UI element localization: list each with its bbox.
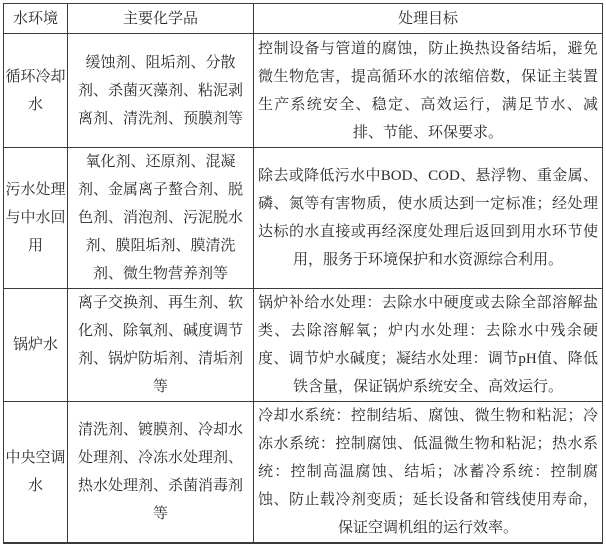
goals-cell: 除去或降低污水中BOD、COD、悬浮物、重金属、磷、氮等有害物质，使水质达到一定标准；经处理达标的水直接或再经深度处理后返回到用水环节使用，服务于环境保护和水资源综合利用。 (254, 148, 603, 289)
table-row-circulating-cooling-water (4, 34, 603, 148)
header-main-chemicals: 主要化学品 (68, 4, 254, 34)
chemicals-cell: 氧化剂、还原剂、混凝剂、金属离子螯合剂、脱色剂、消泡剂、污泥脱水剂、膜阻垢剂、膜清洗剂、微生物营养剂等 (68, 148, 254, 289)
goals-cell: 冷却水系统：控制结垢、腐蚀、微生物和粘泥；冷冻水系统：控制腐蚀、低温微生物和粘泥；热水系统：控制高温腐蚀、结垢；冰蓄冷系统：控制腐蚀、防止载冷剂变质；延长设备和管线使用寿命，保证空调机组的运行效率。 (254, 402, 603, 544)
environment-cell: 中央空调水 (4, 402, 68, 544)
header-water-environment: 水环境 (4, 4, 68, 34)
environment-cell: 锅炉水 (4, 289, 68, 402)
table-row-boiler-water (4, 289, 603, 402)
environment-cell: 循环冷却水 (4, 34, 68, 148)
chemicals-cell: 清洗剂、镀膜剂、冷却水处理剂、冷冻水处理剂、热水处理剂、杀菌消毒剂等 (68, 402, 254, 544)
header-treatment-goals: 处理目标 (254, 4, 603, 34)
goals-cell: 锅炉补给水处理：去除水中硬度或去除全部溶解盐类、去除溶解氧；炉内水处理：去除水中残余硬度、调节炉水碱度；凝结水处理：调节pH值、降低铁含量，保证锅炉系统安全、高效运行。 (254, 289, 603, 402)
chemicals-cell: 缓蚀剂、阻垢剂、分散剂、杀菌灭藻剂、粘泥剥离剂、清洗剂、预膜剂等 (68, 34, 254, 148)
goals-cell: 控制设备与管道的腐蚀，防止换热设备结垢，避免微生物危害，提高循环水的浓缩倍数，保证主装置生产系统安全、稳定、高效运行，满足节水、减排、节能、环保要求。 (254, 34, 603, 148)
environment-cell: 污水处理与中水回用 (4, 148, 68, 289)
water-treatment-table (3, 3, 603, 544)
table-header-row (4, 4, 603, 34)
chemicals-cell: 离子交换剂、再生剂、软化剂、除氧剂、碱度调节剂、锅炉防垢剂、清垢剂等 (68, 289, 254, 402)
table-row-sewage-reclaimed-water (4, 148, 603, 289)
table-row-central-ac-water (4, 402, 603, 544)
